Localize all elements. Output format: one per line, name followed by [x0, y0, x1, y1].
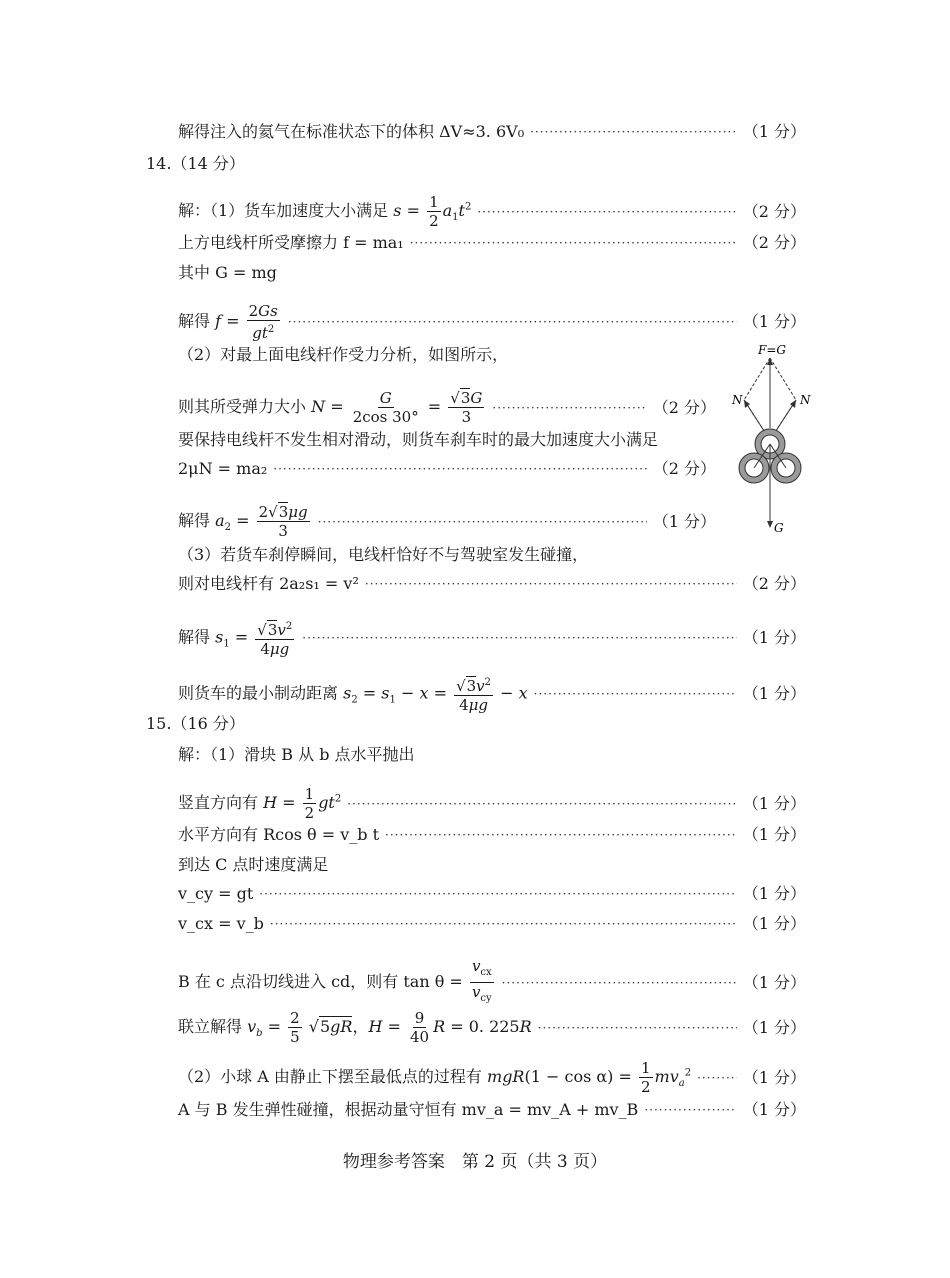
answer-line-14-a2: 解得 $a_2$ = $\frac{2√3\mu g}{3}$ ····· （1 分） — [178, 503, 716, 540]
answer-line-15-solve: 联立解得 $v_b$ = $\frac{2}{5}$ √5gR，H = $\frac{9}{40}$ R = 0. 225R ····· （1 分） — [178, 1009, 806, 1046]
arrow-up-icon — [767, 358, 773, 365]
answer-line-15-horizontal: 水平方向有 Rcos θ = v_b t ····· （1 分） — [178, 825, 806, 845]
answer-line-15-1: 解：（1）滑块 B 从 b 点水平抛出 — [178, 745, 415, 764]
arrow-down-icon — [767, 521, 773, 528]
label-fg: F=G — [758, 343, 786, 357]
answer-line-14-condition: 要保持电线杆不发生相对滑动，则货车刹车时的最大加速度大小满足 — [178, 430, 659, 449]
arrow-right-icon — [790, 400, 796, 408]
answer-line-15-reach-c: 到达 C 点时速度满足 — [178, 855, 329, 874]
answer-line-14-s1: 解得 $s_1$ = $\frac{√3v^2}{4\mu g}$ ····· （1 分） — [178, 618, 806, 658]
leader-dots — [477, 202, 736, 222]
leader-dots — [530, 122, 737, 142]
answer-line-14-friction: 上方电线杆所受摩擦力 f = ma₁ ····· （2 分） — [178, 233, 806, 253]
answer-line-14-1: 解：（1）货车加速度大小满足 s = $\frac{1}{2}$ $a_1t^2$ ····· （2 分） — [178, 193, 806, 230]
answer-line-volume: 解得注入的氦气在标准状态下的体积 ΔV≈3. 6V₀ ····· （1 分） — [178, 122, 806, 142]
page-footer: 物理参考答案 第 2 页（共 3 页） — [342, 1152, 608, 1172]
answer-line-14-mu: 2μN = ma₂ ····· （2 分） — [178, 459, 716, 479]
answer-line-15-vertical: 竖直方向有 H = $\frac{1}{2}$ $gt^2$ ····· （1 分） — [178, 785, 806, 822]
answer-line-14-3: （3）若货车刹停瞬间，电线杆恰好不与驾驶室发生碰撞， — [178, 545, 589, 564]
answer-line-15-2: （2）小球 A 由静止下摆至最低点的过程有 mgR(1 − cos α) = $\frac{1}{2}$ $mv_a^2$ ····· （1 分） — [178, 1059, 806, 1096]
answer-line-14-kinematic: 则对电线杆有 2a₂s₁ = v² ····· （2 分） — [178, 574, 806, 594]
dashed-left-top — [744, 358, 770, 400]
score: （1 分） — [742, 122, 806, 141]
question-14-header: 14.（14 分） — [146, 154, 245, 173]
answer-line-14-n: 则其所受弹力大小 N = $\frac{G}{2\cos 30^\circ}$ = $\frac{√3G}{3}$ ····· （2 分） — [178, 389, 716, 426]
question-15-header: 15.（16 分） — [146, 714, 245, 733]
answer-line-14-g: 其中 G = mg — [178, 263, 277, 282]
label-n-left: N — [732, 393, 743, 407]
answer-line-15-momentum: A 与 B 发生弹性碰撞，根据动量守恒有 mv_a = mv_A + mv_B ····· （1 分） — [178, 1100, 806, 1120]
answer-line-14-2: （2）对最上面电线杆作受力分析，如图所示， — [178, 345, 509, 364]
answer-line-14-s2: 则货车的最小制动距离 $s_2 = s_1 - x$ = $\frac{√3v^2}{4\mu g}$ − x ····· （1 分） — [178, 674, 806, 714]
answer-line-15-vcx: v_cx = v_b ····· （1 分） — [178, 914, 806, 934]
arrow-left-icon — [744, 400, 750, 408]
dashed-right-top — [770, 358, 796, 400]
label-n-right: N — [800, 393, 811, 407]
answer-line-15-tan: B 在 c 点沿切线进入 cd，则有 tan θ = $\frac{v_{cx}}{v_{cy}}$ ····· （1 分） — [178, 957, 806, 1008]
answer-line-14-f: 解得 f = $\frac{2Gs}{gt^2}$ ····· （1 分） — [178, 302, 806, 342]
force-diagram — [730, 340, 820, 535]
answer-line-15-vcy: v_cy = gt ····· （1 分） — [178, 884, 806, 904]
label-g-bottom: G — [774, 521, 784, 535]
